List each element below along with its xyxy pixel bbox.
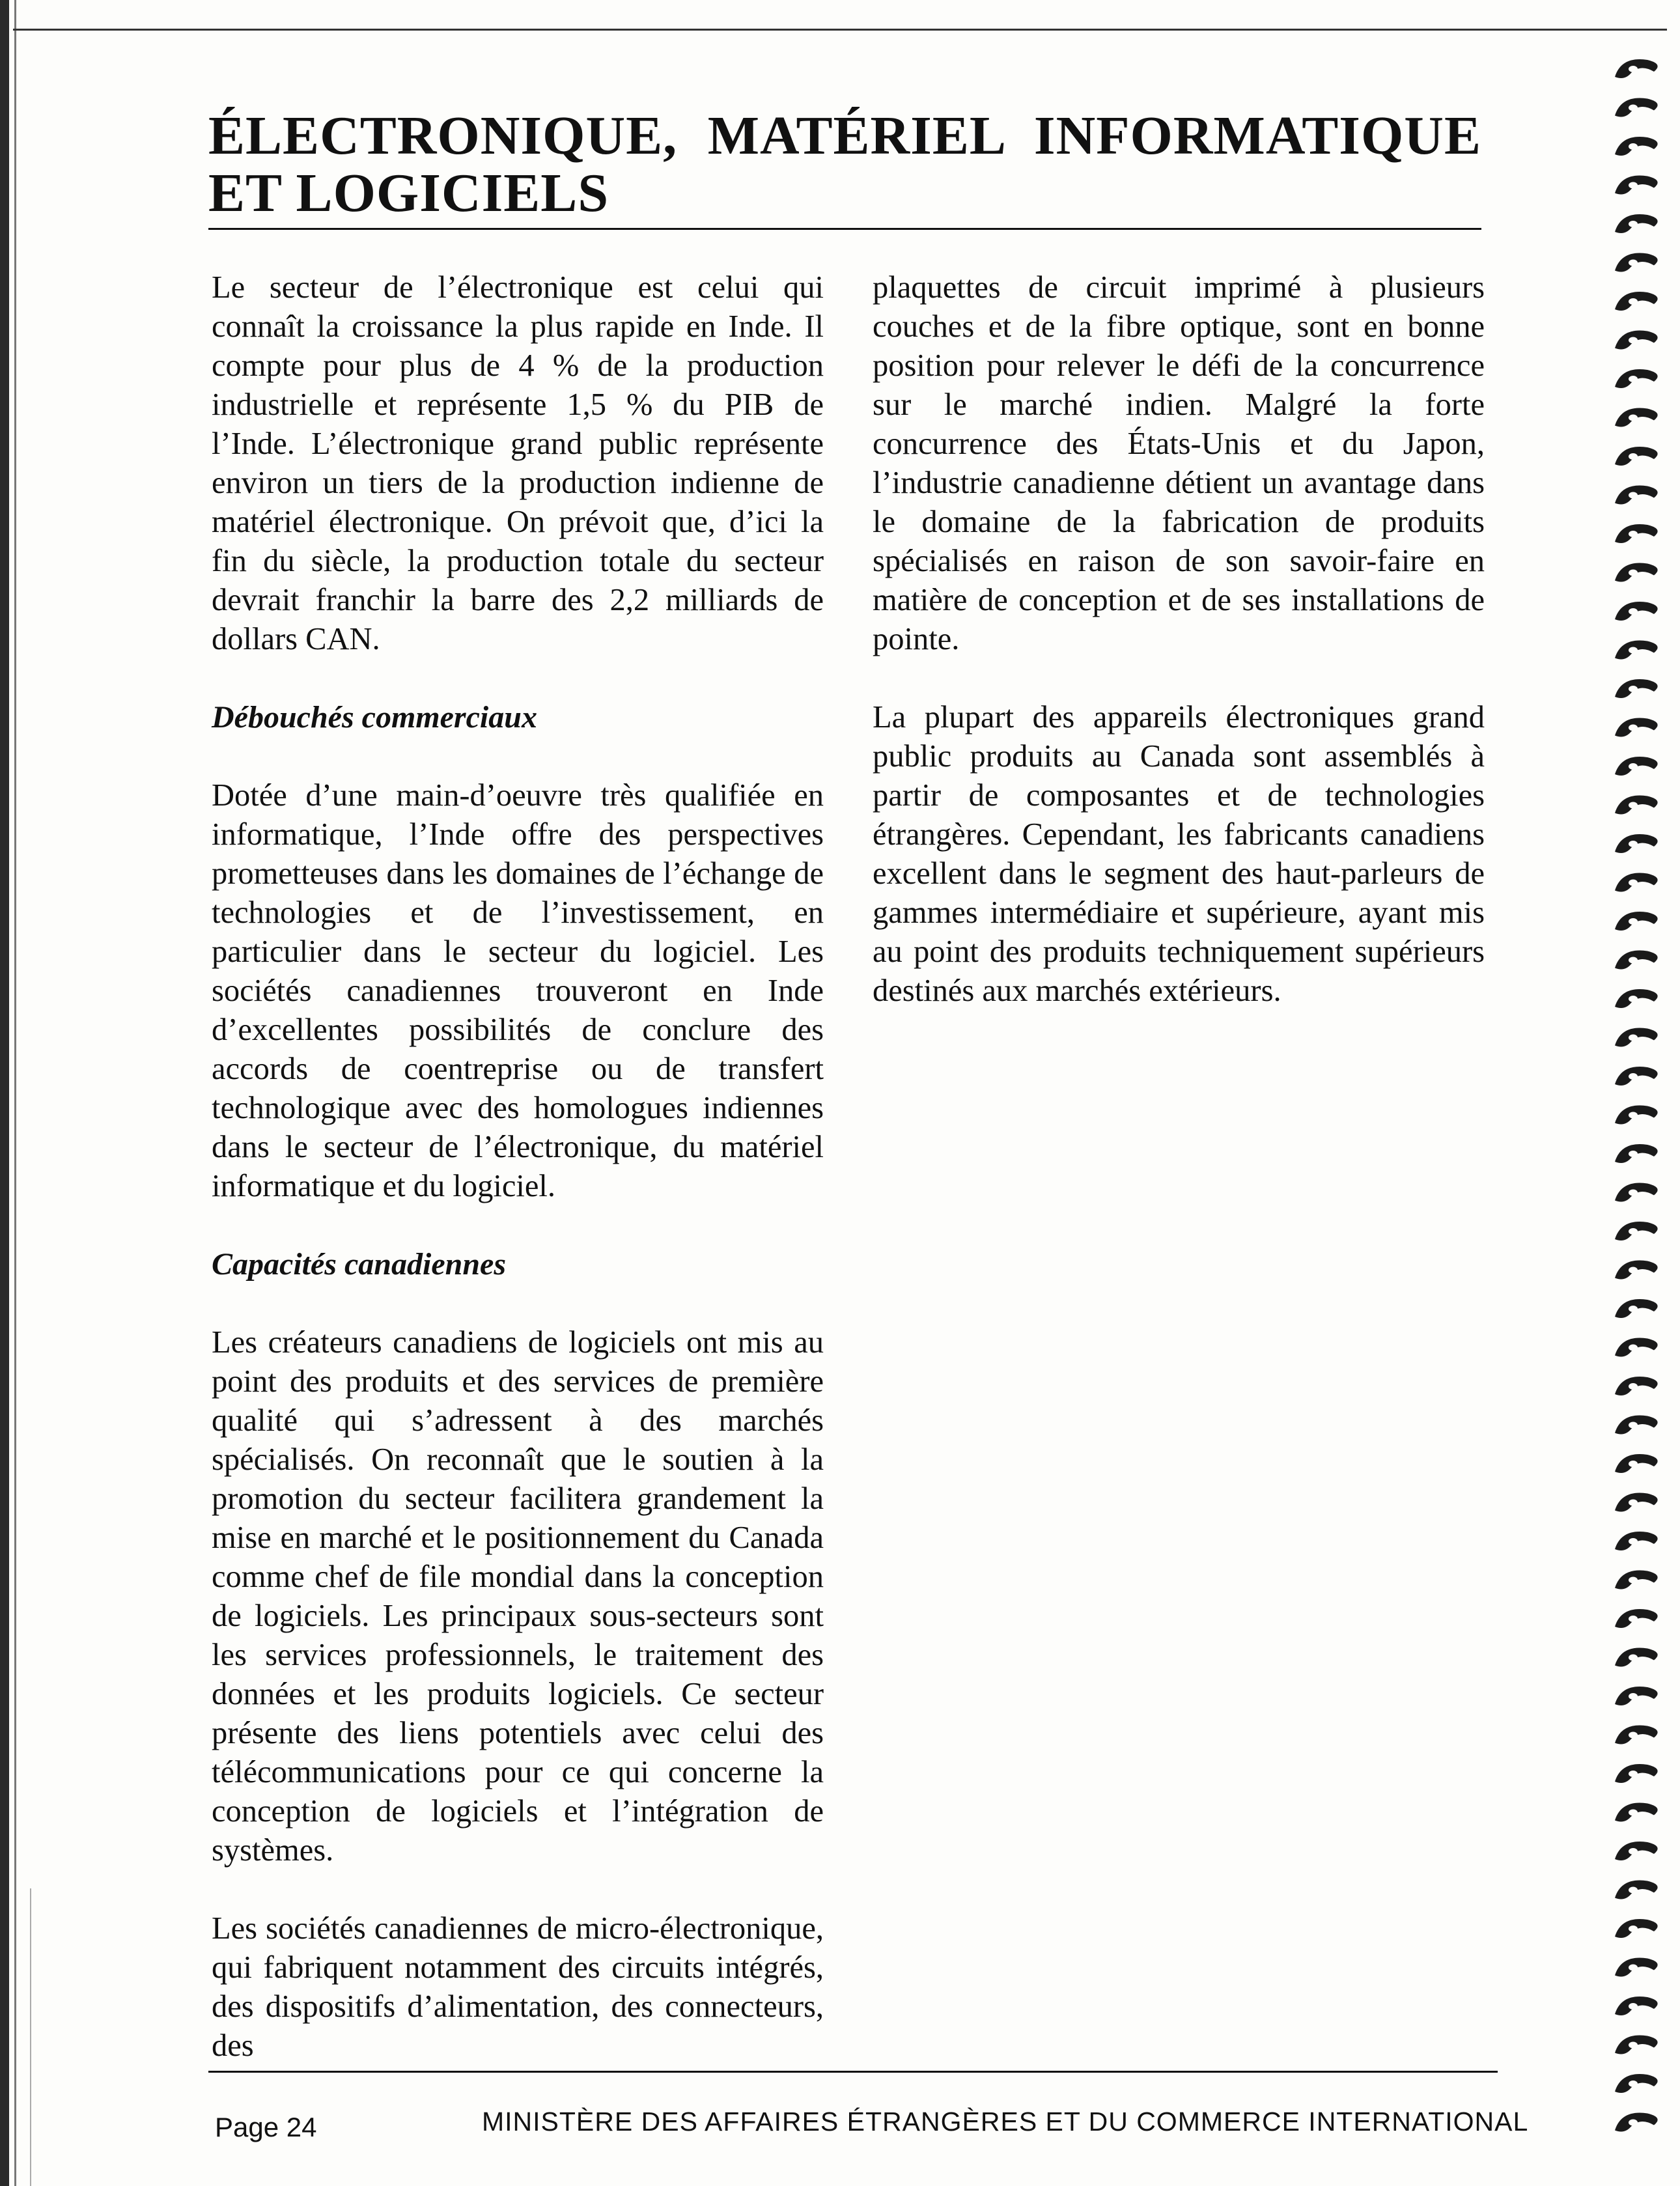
spiral-loop [1615,1997,1658,2015]
spiral-loop [1615,1261,1658,1280]
page-title: ÉLECTRONIQUE, MATÉRIEL INFORMATIQUE ET LOGICIELS [208,105,1481,223]
spiral-loop [1615,912,1658,931]
spiral-loop [1615,1338,1658,1357]
spiral-loop [1615,447,1658,466]
spiral-loop [1615,331,1658,350]
spiral-loop [1615,1842,1658,1860]
spiral-loop [1615,1222,1658,1240]
page-number: Page 24 [215,2112,317,2142]
spiral-loop [1615,1183,1658,1202]
spiral-loop [1615,59,1658,78]
spiral-loop [1615,602,1658,621]
footer-rule [208,2071,1498,2073]
capacites-paragraph: Les créateurs canadiens de logiciels ont mis au point des produits et des services de première qualité qui s’adressent à des marchés spécialisés. On reconnaît que le soutien à la promotion du secteur facilitera grandement la mise en marché et le positionnement du Canada comme chef de file mondial dans la conception de logiciels. Les principaux sous-secteurs sont les services professionnels, le traitement des données et les produits logiciels. Ce secteur présente des liens potentiels avec celui des télécommunications pour ce qui concerne la conception de logiciels et l’intégration de systèmes. [212,1325,824,1868]
spiral-loop [1615,1532,1658,1550]
spiral-loop [1615,486,1658,505]
spiral-loop [1615,718,1658,737]
spiral-loop [1615,2074,1658,2093]
spiral-loop [1615,253,1658,272]
page-top-edge [13,29,1667,31]
spiral-loop [1615,1764,1658,1783]
spiral-loop [1615,796,1658,815]
spiral-loop [1615,1299,1658,1318]
spiral-loop [1615,1416,1658,1435]
spiral-loop [1615,1144,1658,1163]
spiral-loop [1615,1028,1658,1047]
section-heading-debouches: Débouchés commerciaux [212,700,537,735]
spiral-loop [1615,137,1658,156]
scan-edge-line [14,0,16,2186]
right-column [873,268,1485,1050]
scan-edge-line-lower [30,1888,31,2186]
spiral-loop [1615,524,1658,543]
spiral-loop [1615,1571,1658,1590]
spiral-loop [1615,679,1658,698]
spiral-loop [1615,1609,1658,1628]
spiral-loop [1615,1493,1658,1512]
footer-ministry-name: MINISTÈRE DES AFFAIRES ÉTRANGÈRES ET DU COMMERCE INTERNATIONAL [482,2107,1529,2137]
spiral-loop [1615,563,1658,582]
spiral-loop [1615,1726,1658,1745]
spiral-loop [1615,1687,1658,1705]
spiral-loop [1615,989,1658,1008]
debouches-paragraph: Dotée d’une main-d’oeuvre très qualifiée en informatique, l’Inde offre des perspectives prometteuses dans les domaines de l’échange de technologies et de l’investissement, en particulier dans le secteur du logiciel. Les sociétés canadiennes trouveront en Inde d’excellentes possibilités de conclure des accords de coentreprise ou de transfert technologique avec des homologues indiennes dans le secteur de l’électronique, du matériel informatique et du logiciel. [212,778,824,1203]
spiral-loop [1615,369,1658,388]
spiral-loop [1615,2036,1658,2054]
spiral-loop [1615,873,1658,892]
spiral-loop [1615,176,1658,195]
spiral-loop [1615,292,1658,311]
spiral-loop [1615,641,1658,660]
spiral-loop [1615,98,1658,117]
spiral-loop [1615,2113,1658,2132]
spiral-loop [1615,757,1658,776]
spiral-loop [1615,1454,1658,1473]
section-heading-capacites: Capacités canadiennes [212,1247,506,1282]
spiral-loop [1615,1803,1658,1822]
spiral-loop [1615,214,1658,233]
spiral-loop [1615,408,1658,427]
title-rule [208,228,1481,230]
spiral-binding-icon [1602,39,1680,2175]
spiral-loop [1615,1377,1658,1395]
left-column [212,268,824,2105]
spiral-loop [1615,1919,1658,1938]
continuation-paragraph: plaquettes de circuit imprimé à plusieurs couches et de la fibre optique, sont en bonne position pour relever le défi de la concurrence sur le marché indien. Malgré la forte concurrence des États-Unis et du Japon, l’industrie canadienne détient un avantage dans le domaine de la fabrication de produits spécialisés en raison de son savoir-faire en matière de conception et de ses installations de pointe. [873,270,1485,656]
scan-border-left [0,0,9,2186]
spiral-loop [1615,834,1658,853]
spiral-loop [1615,1958,1658,1977]
spiral-loop [1615,951,1658,970]
spiral-loop [1615,1648,1658,1667]
microelectronique-paragraph: Les sociétés canadiennes de micro-électronique, qui fabriquent notamment des circuits intégrés, des dispositifs d’alimentation, des connecteurs, des [212,1911,824,2063]
spiral-loop [1615,1881,1658,1899]
grand-public-paragraph: La plupart des appareils électroniques grand public produits au Canada sont assemblés à partir de composantes et de technologies étrangères. Cependant, les fabricants canadiens excellent dans le segment des haut-parleurs de gammes intermédiaire et supérieure, ayant mis au point des produits techniquement supérieurs destinés aux marchés extérieurs. [873,700,1485,1008]
spiral-loop [1615,1067,1658,1086]
intro-paragraph: Le secteur de l’électronique est celui qui connaît la croissance la plus rapide en Inde. Il compte pour plus de 4 % de la production industrielle et représente 1,5 % du PIB de l’Inde. L’électronique grand public représente environ un tiers de la production indienne de matériel électronique. On prévoit que, d’ici la fin du siècle, la production totale du secteur devrait franchir la barre des 2,2 milliards de dollars CAN. [212,270,824,656]
spiral-loop [1615,1106,1658,1125]
